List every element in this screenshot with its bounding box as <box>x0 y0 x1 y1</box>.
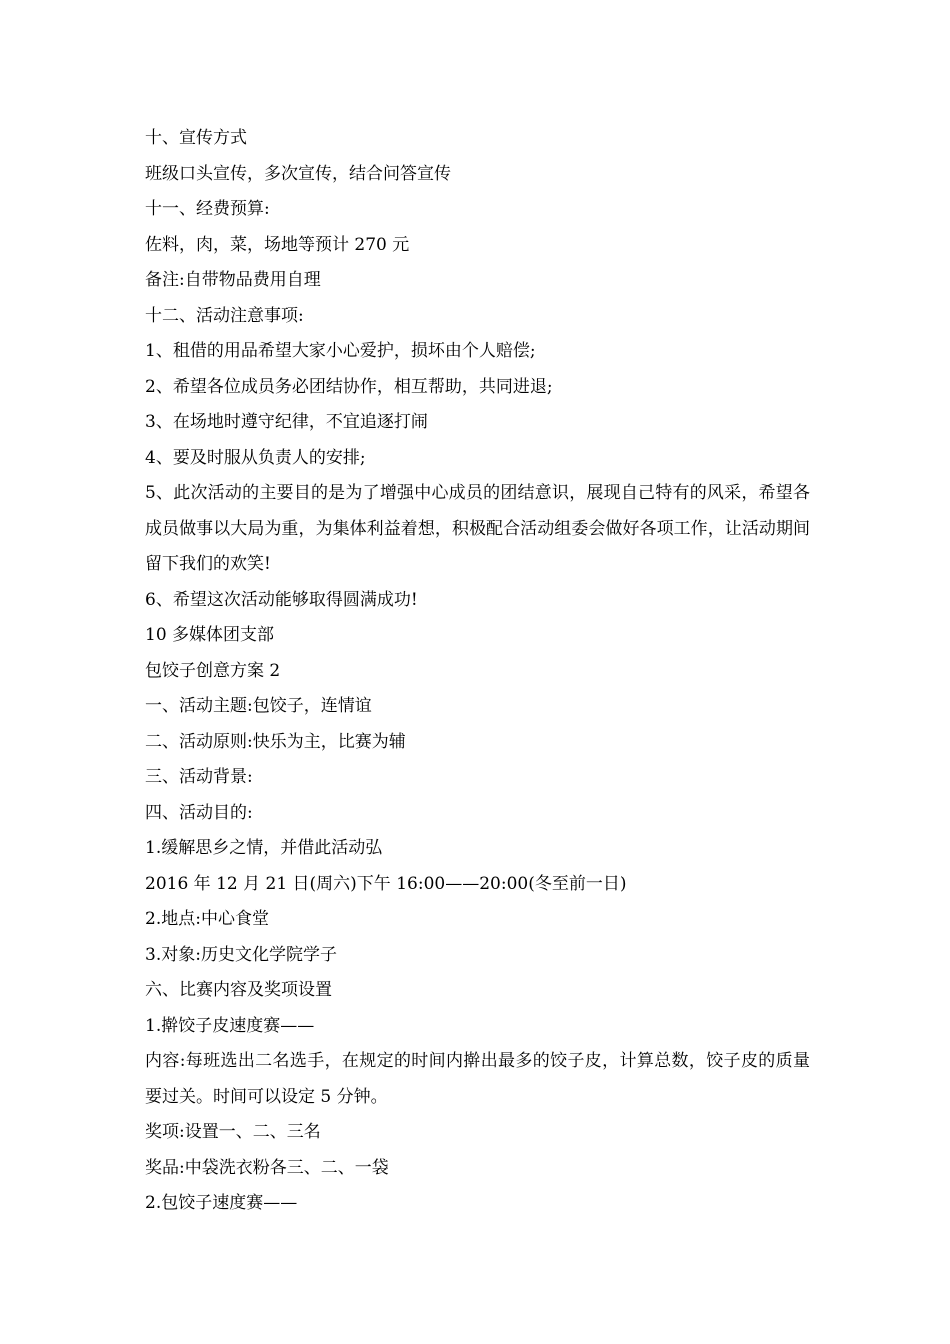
section-heading-publicity: 十、宣传方式 <box>145 128 247 148</box>
list-item: 6、希望这次活动能够取得圆满成功! <box>145 589 418 610</box>
section-heading-notes: 十二、活动注意事项: <box>145 305 304 326</box>
text-line: 2.地点:中心食堂 <box>145 909 269 929</box>
section-heading-principle: 二、活动原则:快乐为主，比赛为辅 <box>145 731 406 752</box>
section-heading-budget: 十一、经费预算: <box>145 199 270 219</box>
text-line: 2.包饺子速度赛—— <box>145 1193 298 1213</box>
list-item: 2、希望各位成员务必团结协作，相互帮助，共同进退; <box>145 376 553 397</box>
section-heading-background: 三、活动背景: <box>145 767 253 787</box>
signature-line: 10 多媒体团支部 <box>145 625 275 645</box>
list-item-paragraph: 5、此次活动的主要目的是为了增强中心成员的团结意识，展现自己特有的风采，希望各成员做事以大局为重，为集体利益着想，积极配合活动组委会做好各项工作，让活动期间留下我们的欢笑! <box>145 483 810 574</box>
text-line: 1.缓解思乡之情，并借此活动弘 <box>145 838 383 858</box>
text-line: 奖项:设置一、二、三名 <box>145 1122 321 1142</box>
list-item: 3、在场地时遵守纪律，不宜追逐打闹 <box>145 412 428 432</box>
text-line: 备注:自带物品费用自理 <box>145 270 321 290</box>
text-line: 佐料，肉，菜，场地等预计 270 元 <box>145 234 410 255</box>
text-line: 2016 年 12 月 21 日(周六)下午 16:00——20:00(冬至前一日) <box>145 873 627 894</box>
text-line: 奖品:中袋洗衣粉各三、二、一袋 <box>145 1157 389 1178</box>
section-heading-purpose: 四、活动目的: <box>145 802 253 823</box>
text-paragraph: 内容:每班选出二名选手，在规定的时间内擀出最多的饺子皮，计算总数，饺子皮的质量要过关。时间可以设定 5 分钟。 <box>145 1051 810 1107</box>
section-heading-theme: 一、活动主题:包饺子，连情谊 <box>145 696 372 716</box>
text-line: 3.对象:历史文化学院学子 <box>145 944 337 965</box>
section-heading-contest: 六、比赛内容及奖项设置 <box>145 980 332 1000</box>
list-item: 1、租借的用品希望大家小心爱护，损坏由个人赔偿; <box>145 341 536 361</box>
document-title: 包饺子创意方案 2 <box>145 660 281 681</box>
text-line: 班级口头宣传，多次宣传，结合问答宣传 <box>145 163 451 184</box>
document-body <box>145 121 810 1222</box>
list-item: 4、要及时服从负责人的安排; <box>145 447 366 468</box>
text-line: 1.擀饺子皮速度赛—— <box>145 1015 315 1036</box>
